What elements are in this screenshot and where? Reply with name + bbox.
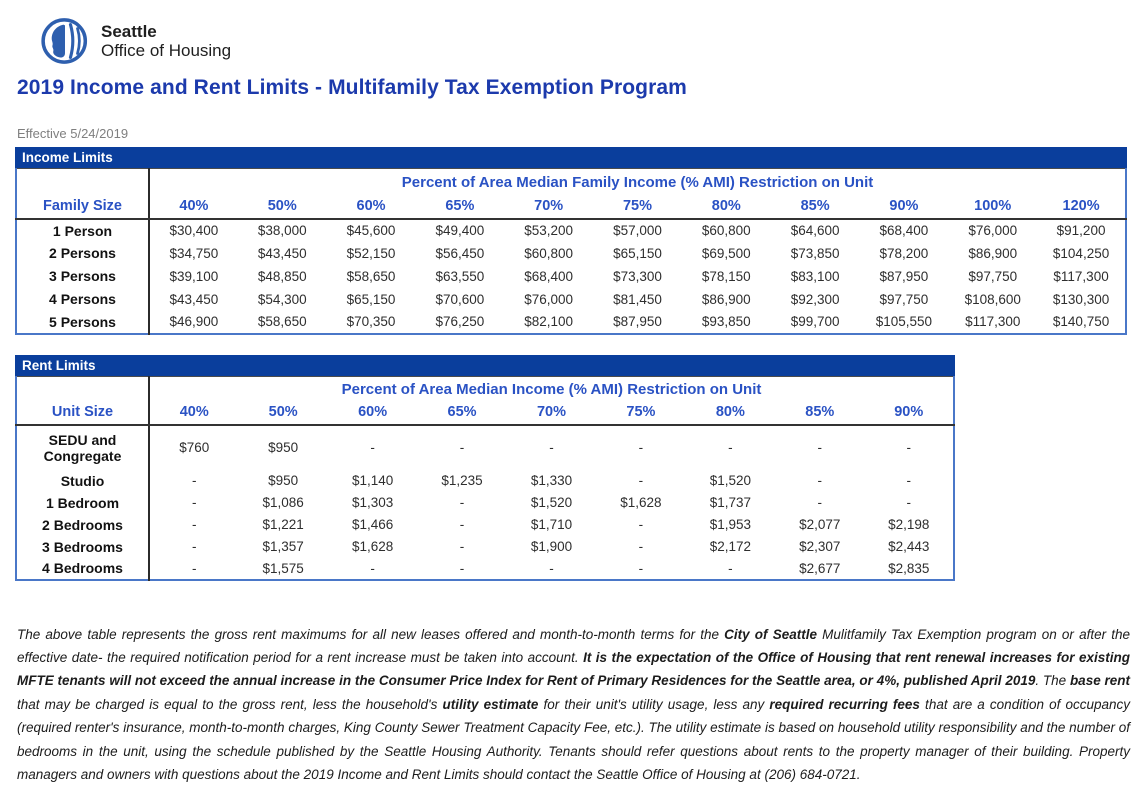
value-cell: $86,900 (968, 245, 1018, 261)
value-cell: $48,850 (257, 268, 307, 284)
value-cell: $1,140 (351, 473, 394, 488)
column-header-row (16, 401, 954, 425)
column-header: 70% (507, 401, 596, 425)
column-header: 120% (1037, 194, 1126, 219)
value-cell: $46,900 (169, 314, 219, 329)
column-header: 70% (504, 194, 593, 219)
value-cell: $1,628 (620, 495, 662, 510)
seattle-logo-icon (40, 15, 90, 67)
logo-dept: Office of Housing (101, 41, 232, 60)
column-header-row (16, 194, 1126, 219)
value-cell: $69,500 (701, 245, 751, 261)
income-limits-section-bar (15, 147, 1127, 168)
value-cell: $1,737 (709, 495, 751, 510)
table-row (16, 536, 954, 558)
footnote-segment-bold: required recurring fees (769, 696, 920, 712)
row-label: Studio (16, 470, 149, 492)
value-cell: $78,200 (879, 245, 929, 261)
table-row (16, 514, 954, 536)
table-row (16, 425, 954, 470)
logo-brand: Seattle (101, 22, 157, 41)
column-header: 40% (149, 401, 238, 425)
value-cell: - (638, 539, 644, 554)
value-cell: $53,200 (524, 223, 574, 238)
logo-text (101, 22, 231, 60)
page-title: 2019 Income and Rent Limits - Multifamily Tax Exemption Program (17, 76, 687, 99)
value-cell: $68,400 (524, 268, 574, 284)
value-cell: $43,450 (257, 245, 307, 261)
value-cell: - (459, 560, 465, 576)
value-cell: $78,150 (701, 268, 751, 284)
value-cell: $117,300 (965, 314, 1021, 329)
value-cell: $86,900 (701, 291, 751, 307)
value-cell: $105,550 (875, 314, 933, 329)
column-header: 80% (682, 194, 771, 219)
column-header: 60% (328, 401, 417, 425)
footnote-segment: Mulitfamily Tax Exemption program on or after the effective date- the required notification period for a rent increase must be taken into account. (17, 626, 1130, 665)
value-cell: $82,100 (524, 314, 574, 329)
value-cell: - (638, 560, 644, 576)
value-cell: $30,400 (169, 223, 219, 238)
column-header: 85% (771, 194, 860, 219)
table-row (16, 219, 1126, 242)
value-cell: $76,000 (524, 291, 574, 307)
corner-cell (16, 169, 149, 194)
value-cell: $1,900 (530, 539, 573, 554)
value-cell: $64,600 (790, 223, 840, 238)
value-cell: $104,250 (1052, 245, 1110, 261)
footnote-segment: that are a condition of occupancy (required renter's insurance, month-to-month charges, King County Sewer Treatment Capacity Fee, etc.). The utility estimate is based on household utility responsibility and the number of bedrooms in the unit, using the schedule published by the Seattle Housing Authority. Tenants should refer questions about rents to the property manager of their building. Property managers and owners with questions about the 2019 Income and Rent Limits should contact the Seattle Office of Housing at (206) 684-0721. (17, 696, 1130, 782)
value-cell: $60,800 (524, 245, 574, 261)
value-cell: $2,198 (888, 517, 930, 532)
value-cell: - (906, 473, 911, 488)
value-cell: $99,700 (790, 314, 840, 329)
value-cell: - (817, 440, 823, 455)
footnote-segment-bold: base rent (1069, 673, 1130, 689)
value-cell: - (906, 440, 911, 455)
row-label: SEDU and Congregate (16, 425, 149, 470)
row-label: 4 Bedrooms (16, 558, 149, 580)
value-cell: $43,450 (169, 291, 219, 307)
column-header: 100% (948, 194, 1037, 219)
value-cell: - (459, 517, 465, 532)
value-cell: $73,300 (613, 268, 662, 284)
value-cell: $1,303 (351, 495, 394, 510)
value-cell: $60,800 (701, 223, 751, 238)
table-row (16, 311, 1126, 334)
value-cell: $52,150 (346, 245, 396, 261)
value-cell: - (728, 560, 733, 576)
row-label: 3 Bedrooms (16, 536, 149, 558)
value-cell: $1,628 (351, 539, 394, 554)
value-cell: $2,443 (888, 539, 930, 554)
row-label: 1 Person (16, 219, 149, 242)
value-cell: $140,750 (1052, 314, 1110, 329)
value-cell: - (191, 539, 197, 554)
value-cell: $65,150 (346, 291, 396, 307)
value-cell: $117,300 (1053, 268, 1109, 284)
rent-limits-section-bar (15, 355, 955, 376)
footnote-segment: that may be charged is equal to the gross rent, less the household's (17, 696, 443, 712)
value-cell: $97,750 (879, 291, 929, 307)
footnote-segment: for their unit's utility usage, less any (538, 696, 770, 712)
rent-limits-section (15, 355, 955, 581)
value-cell: $87,950 (613, 314, 662, 329)
value-cell: $1,086 (262, 495, 304, 510)
corner-cell (16, 377, 149, 401)
value-cell: - (728, 440, 733, 455)
value-cell: $1,235 (441, 473, 483, 488)
column-header: 90% (860, 194, 949, 219)
value-cell: - (370, 560, 375, 576)
value-cell: - (906, 495, 911, 510)
value-cell: $1,710 (530, 517, 573, 532)
value-cell: $76,250 (435, 314, 485, 329)
row-label: 1 Bedroom (16, 492, 149, 514)
table-row (16, 492, 954, 514)
value-cell: - (817, 473, 823, 488)
value-cell: $950 (268, 473, 299, 488)
value-cell: $2,077 (799, 517, 841, 532)
value-cell: $57,000 (613, 223, 662, 238)
column-header: 85% (775, 401, 864, 425)
value-cell: $2,172 (709, 539, 751, 554)
value-cell: $2,835 (888, 560, 930, 576)
value-cell: $83,100 (790, 268, 840, 284)
table-row (16, 470, 954, 492)
value-cell: $63,550 (435, 268, 485, 284)
value-cell: $1,953 (709, 517, 751, 532)
value-cell: - (549, 440, 554, 455)
value-cell: $49,400 (435, 223, 485, 238)
value-cell: - (549, 560, 554, 576)
rent-limits-section-label: Rent Limits (22, 358, 96, 373)
column-header: 90% (865, 401, 955, 425)
value-cell: $950 (268, 440, 299, 455)
column-header: 65% (415, 194, 504, 219)
column-header: 50% (238, 194, 327, 219)
value-cell: - (191, 473, 197, 488)
value-cell: $76,000 (968, 223, 1018, 238)
footnote-segment: . The (1035, 673, 1070, 689)
logo (40, 15, 231, 67)
value-cell: $91,200 (1056, 223, 1106, 238)
value-cell: $73,850 (790, 245, 840, 261)
value-cell: $1,520 (530, 495, 573, 510)
footnote-segment-bold: City of Seattle (724, 626, 817, 642)
value-cell: - (638, 440, 644, 455)
column-header: 75% (593, 194, 682, 219)
column-header: 65% (417, 401, 506, 425)
income-limits-section (15, 147, 1127, 335)
column-header: 50% (238, 401, 327, 425)
value-cell: - (191, 517, 197, 532)
caption-row (16, 377, 954, 401)
value-cell: $39,100 (169, 268, 219, 284)
column-header: 60% (327, 194, 416, 219)
table-row (16, 265, 1126, 288)
footnote-segment: The above table represents the gross rent maximums for all new leases offered and month-to-month terms for the (17, 626, 725, 642)
value-cell: $34,750 (169, 245, 219, 261)
value-cell: $56,450 (435, 245, 485, 261)
value-cell: $58,650 (257, 314, 307, 329)
footnote-paragraph (17, 623, 1130, 787)
value-cell: $1,221 (262, 517, 304, 532)
value-cell: - (191, 560, 197, 576)
income-limits-table (15, 168, 1127, 335)
row-label: 3 Persons (16, 265, 149, 288)
row-label: 2 Persons (16, 242, 149, 265)
column-header: 40% (149, 194, 238, 219)
value-cell: - (638, 473, 644, 488)
value-cell: - (191, 495, 197, 510)
value-cell: $58,650 (346, 268, 396, 284)
income-table-caption: Percent of Area Median Family Income (% AMI) Restriction on Unit (401, 173, 874, 191)
value-cell: $54,300 (257, 291, 307, 307)
value-cell: - (638, 517, 644, 532)
value-cell: $81,450 (613, 291, 662, 307)
value-cell: - (817, 495, 823, 510)
value-cell: $93,850 (701, 314, 751, 329)
value-cell: $2,677 (799, 560, 841, 576)
value-cell: $130,300 (1052, 291, 1110, 307)
value-cell: $1,330 (530, 473, 573, 488)
table-row (16, 242, 1126, 265)
footnote-segment-bold: It is the expectation of the Office of Housing that rent renewal increases for existing MFTE tenants will not exceed the annual increase in the Consumer Price Index for Rent of Primary Residences for the Seattle area, or 4%, published April 2019 (17, 649, 1130, 689)
value-cell: $760 (179, 440, 210, 455)
value-cell: $97,750 (968, 268, 1018, 284)
value-cell: $70,350 (346, 314, 396, 329)
value-cell: $70,600 (435, 291, 485, 307)
income-limits-section-label: Income Limits (22, 150, 113, 165)
row-label: 5 Persons (16, 311, 149, 334)
value-cell: $1,357 (262, 539, 304, 554)
value-cell: - (370, 440, 375, 455)
value-cell: $1,466 (351, 517, 394, 532)
value-cell: $65,150 (613, 245, 662, 261)
value-cell: $68,400 (879, 223, 929, 238)
row-label: 2 Bedrooms (16, 514, 149, 536)
row-header: Family Size (16, 194, 149, 219)
value-cell: $2,307 (799, 539, 841, 554)
value-cell: $1,575 (262, 560, 304, 576)
table-row (16, 558, 954, 580)
column-header: 75% (596, 401, 685, 425)
column-header: 80% (686, 401, 775, 425)
value-cell: $45,600 (346, 223, 396, 238)
footnote-segment-bold: utility estimate (442, 696, 539, 712)
value-cell: $92,300 (790, 291, 840, 307)
value-cell: - (459, 495, 465, 510)
value-cell: $108,600 (964, 291, 1021, 307)
value-cell: - (459, 440, 465, 455)
value-cell: $1,520 (709, 473, 751, 488)
table-row (16, 288, 1126, 311)
value-cell: $38,000 (257, 223, 307, 238)
value-cell: - (459, 539, 465, 554)
value-cell: $87,950 (879, 268, 929, 284)
effective-date: Effective 5/24/2019 (17, 126, 129, 141)
caption-row (16, 169, 1126, 194)
rent-limits-table (15, 376, 955, 581)
row-label: 4 Persons (16, 288, 149, 311)
row-header: Unit Size (16, 401, 149, 425)
rent-table-caption: Percent of Area Median Income (% AMI) Restriction on Unit (341, 381, 762, 399)
